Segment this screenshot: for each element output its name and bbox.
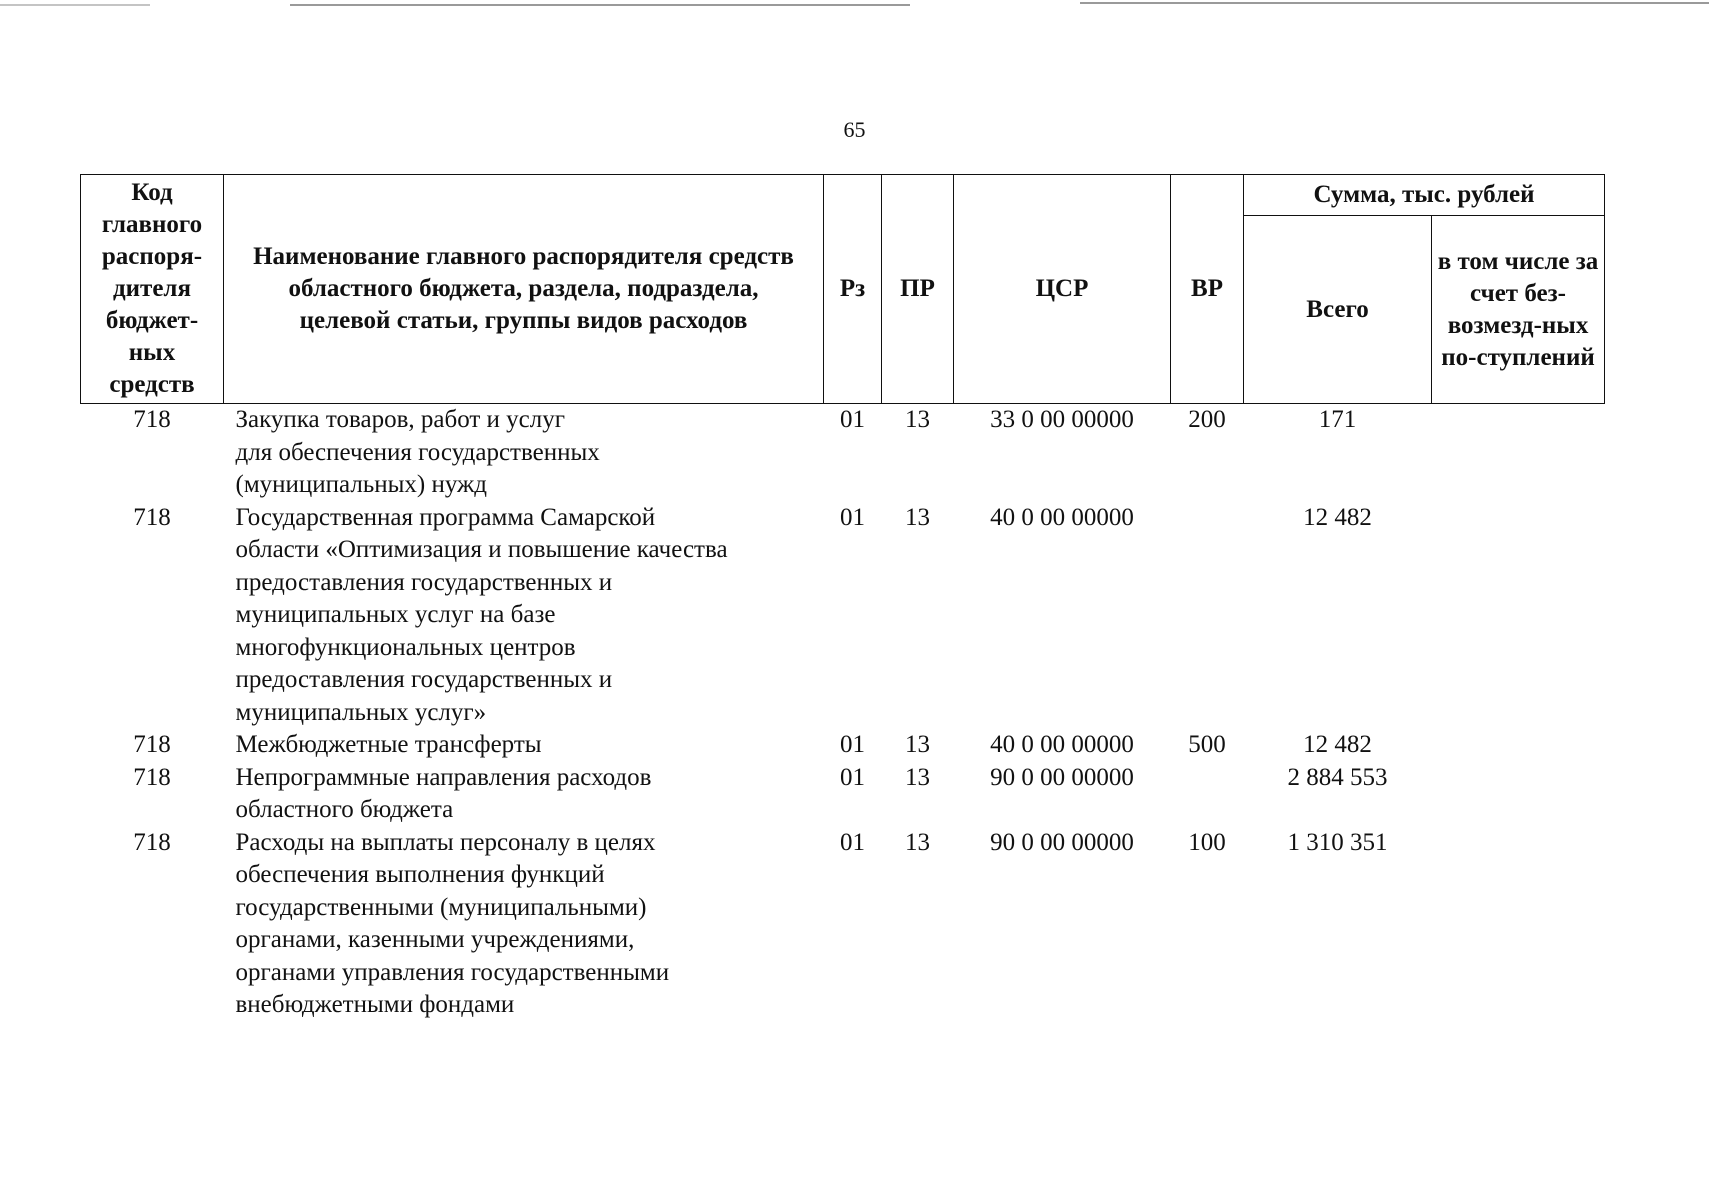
cell-csr: 40 0 00 00000 [990, 731, 1134, 758]
cell-total: 2 884 553 [1287, 763, 1388, 791]
header-csr: ЦСР [954, 175, 1171, 404]
cell-pr: 13 [905, 731, 930, 758]
table-row [81, 729, 1605, 762]
name-line: государственными (муниципальными) [235, 893, 647, 921]
cell-code: 718 [133, 503, 171, 531]
table-row [81, 404, 1605, 502]
name-line: многофункциональных центров [235, 633, 576, 661]
cell-rz: 01 [840, 763, 865, 791]
cell-total: 12 482 [1303, 503, 1372, 531]
cell-code: 718 [133, 731, 171, 758]
header-vr: ВР [1171, 175, 1244, 404]
header-sum-group: Сумма, тыс. рублей [1244, 175, 1605, 216]
name-line: Государственная программа Самарской [235, 503, 656, 531]
cell-code: 718 [133, 763, 171, 791]
header-row [81, 175, 1605, 216]
header-rz: Рз [824, 175, 882, 404]
cell-including [1432, 502, 1605, 730]
name-line: (муниципальных) нужд [235, 471, 488, 498]
cell-pr: 13 [905, 828, 930, 856]
cell-csr: 40 0 00 00000 [990, 503, 1134, 531]
name-line: органами, казенными учреждениями, [235, 926, 635, 953]
header-total: Всего [1244, 216, 1432, 404]
cell-pr: 13 [905, 406, 930, 433]
name-line: для обеспечения государственных [235, 438, 600, 466]
cell-including [1432, 729, 1605, 762]
cell-csr: 90 0 00 00000 [990, 763, 1134, 791]
name-line: внебюджетными фондами [235, 991, 515, 1018]
name-line: предоставления государственных и [235, 568, 613, 596]
page-number: 65 [843, 117, 866, 142]
scan-edge-line [290, 4, 910, 6]
cell-rz: 01 [840, 406, 865, 433]
cell-including [1432, 827, 1605, 1022]
cell-total: 171 [1318, 406, 1357, 433]
table-row [81, 502, 1605, 730]
cell-pr: 13 [905, 503, 930, 531]
cell-pr: 13 [905, 763, 930, 791]
name-line: области «Оптимизация и повышение качества [235, 536, 728, 563]
cell-total: 12 482 [1303, 731, 1372, 758]
name-line: Межбюджетные трансферты [235, 731, 542, 758]
name-line: обеспечения выполнения функций [235, 861, 605, 888]
cell-vr [1171, 762, 1244, 827]
name-line: органами управления государственными [235, 958, 670, 986]
cell-rz: 01 [840, 503, 865, 531]
name-line: муниципальных услуг на базе [235, 601, 556, 628]
name-line: областного бюджета [235, 796, 454, 823]
cell-vr: 500 [1188, 731, 1226, 758]
header-including: в том числе за счет без-возмезд-ных по-ступлений [1432, 216, 1605, 404]
cell-vr: 100 [1188, 828, 1226, 856]
cell-name [224, 502, 824, 730]
name-line: муниципальных услуг» [235, 698, 487, 726]
cell-name [224, 762, 824, 827]
cell-vr [1171, 502, 1244, 730]
table-row [81, 762, 1605, 827]
scan-edge-line [0, 4, 150, 6]
scan-edge-line [1080, 2, 1709, 4]
cell-including [1432, 762, 1605, 827]
table-body [81, 404, 1605, 1022]
budget-table [80, 174, 1605, 1022]
name-line: Закупка товаров, работ и услуг [235, 406, 565, 433]
header-pr: ПР [882, 175, 954, 404]
cell-name [224, 404, 824, 502]
cell-including [1432, 404, 1605, 502]
cell-rz: 01 [840, 828, 865, 856]
cell-code: 718 [133, 406, 171, 433]
cell-name [224, 827, 824, 1022]
cell-csr: 33 0 00 00000 [990, 406, 1134, 433]
cell-rz: 01 [840, 731, 865, 758]
name-line: Расходы на выплаты персоналу в целях [235, 828, 656, 856]
header-code: Код главного распоря-дителя бюджет-ных средств [81, 175, 224, 404]
cell-name [224, 729, 824, 762]
header-name: Наименование главного распорядителя средств областного бюджета, раздела, подраздела, целевой статьи, группы видов расходов [224, 175, 824, 404]
cell-total: 1 310 351 [1287, 828, 1388, 856]
cell-code: 718 [133, 828, 171, 856]
name-line: Непрограммные направления расходов [235, 763, 652, 791]
cell-vr: 200 [1188, 406, 1226, 433]
name-line: предоставления государственных и [235, 666, 613, 693]
cell-csr: 90 0 00 00000 [990, 828, 1134, 856]
table-row [81, 827, 1605, 1022]
